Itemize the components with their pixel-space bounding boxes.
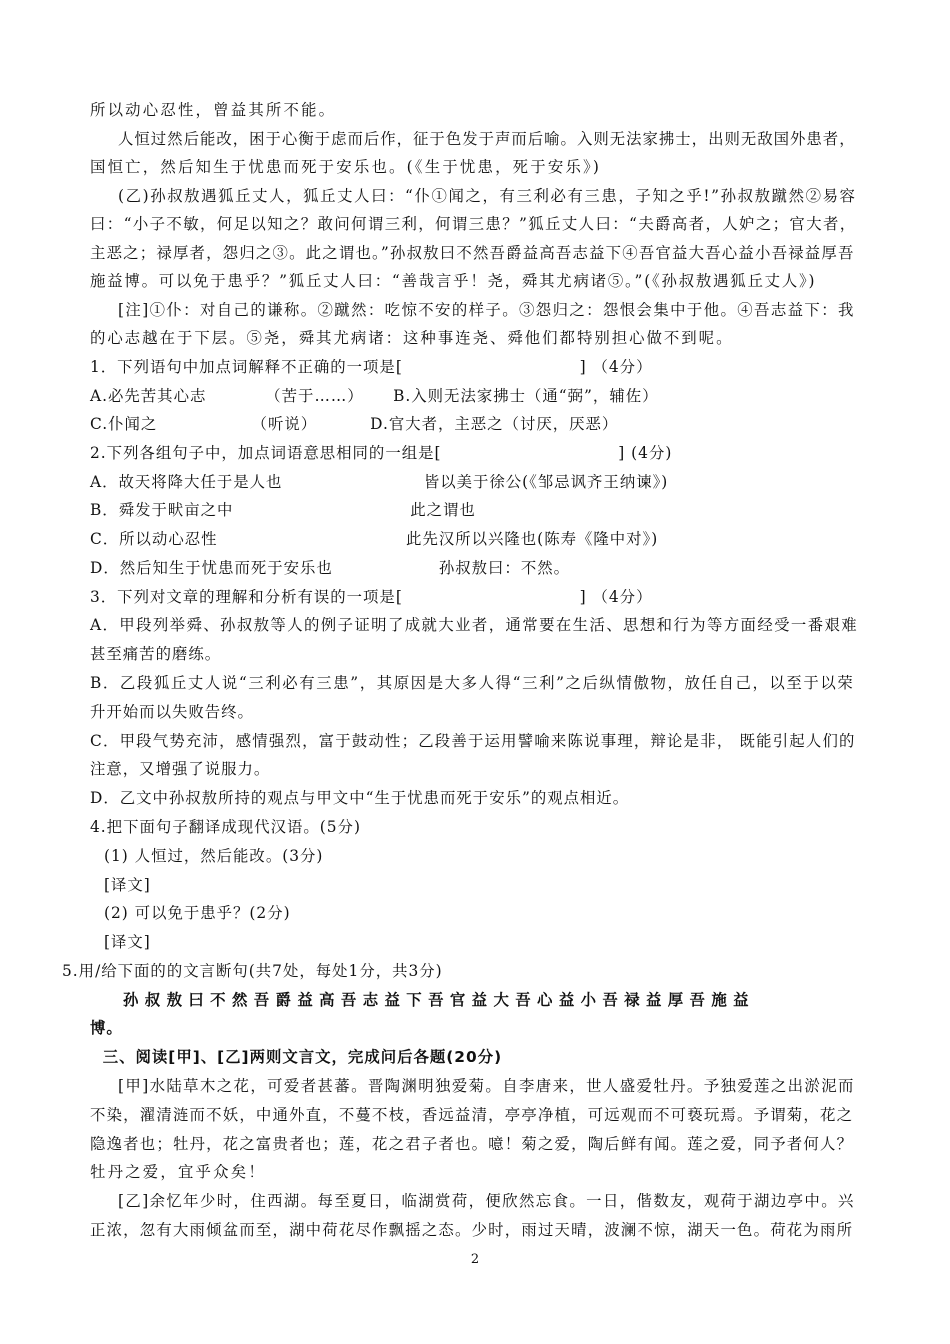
- text-line: [注]①仆：对自己的谦称。②蹴然：吃惊不安的样子。③怨归之：怨恨会集中于他。④吾志益下：我: [118, 301, 855, 319]
- text-line: (2) 可以免于患乎？(2分): [104, 904, 291, 922]
- text-line: D．乙文中孙叔敖所持的观点与甲文中“生于忧患而死于安乐”的观点相近。: [90, 789, 630, 807]
- text-line: 的心志越在于下层。⑤尧，舜其尤病诸：这种事连尧、舜他们都特别担心做不到呢。: [90, 329, 734, 347]
- text-line: B．舜发于畎亩之中 此之谓也: [90, 501, 476, 519]
- text-line: [乙]余忆年少时，住西湖。每至夏日，临湖赏荷，便欣然忘食。一日，偕数友，观荷于湖边亭中。兴: [118, 1192, 855, 1210]
- text-line: 甚至痛苦的磨练。: [90, 645, 222, 663]
- text-line: 不染，濯清涟而不妖，中通外直，不蔓不枝，香远益清，亭亭净植，可远观而不可亵玩焉。予谓菊，花之: [90, 1106, 854, 1124]
- text-line: 牡丹之爱，宜乎众矣！: [90, 1163, 266, 1181]
- text-line: [译文]: [104, 876, 151, 894]
- text-line: 1．下列语句中加点词解释不正确的一项是[ ] （4分）: [90, 358, 653, 376]
- text-line: 升开始而以失败告终。: [90, 703, 254, 721]
- text-line: 三、阅读[甲]、[乙]两则文言文，完成问后各题(20分): [90, 1048, 503, 1066]
- text-line: [译文]: [104, 933, 151, 951]
- text-line: 正浓，忽有大雨倾盆而至，湖中荷花尽作飘摇之态。少时，雨过天晴，波澜不惊，湖天一色。荷花为雨所: [90, 1221, 854, 1239]
- text-line: 孙叔敖曰不然吾爵益高吾志益下吾官益大吾心益小吾禄益厚吾施益: [123, 991, 755, 1009]
- text-line: 5.用/给下面的的文言断句(共7处，每处1分，共3分): [62, 962, 443, 980]
- text-line: 2.下列各组句子中，加点词语意思相同的一组是[ ] (4分): [90, 444, 673, 462]
- text-line: (乙)孙叔敖遇狐丘丈人，狐丘丈人曰：“仆①闻之，有三利必有三患，子知之乎!”孙叔敖蹴然②易容: [118, 187, 857, 205]
- text-line: 隐逸者也；牡丹，花之富贵者也；莲，花之君子者也。噫！菊之爱，陶后鲜有闻。莲之爱，同予者何人？: [90, 1135, 854, 1153]
- text-line: (1) 人恒过，然后能改。(3分): [104, 847, 324, 865]
- text-line: 国恒亡，然后知生于忧患而死于安乐也。(《生于忧患，死于安乐》): [90, 158, 602, 176]
- text-line: C．所以动心忍性 此先汉所以兴隆也(陈寿《隆中对》): [90, 530, 659, 548]
- text-line: 人恒过然后能改，困于心衡于虑而后作，征于色发于声而后喻。入则无法家拂士，出则无敌国外患者，: [118, 130, 856, 148]
- text-line: C．甲段气势充沛，感情强烈，富于鼓动性；乙段善于运用譬喻来陈说事理，辩论是非， 既能引起人们的: [90, 732, 856, 750]
- text-line: A．甲段列举舜、孙叔敖等人的例子证明了成就大业者，通常要在生活、思想和行为等方面经受一番艰难: [90, 616, 859, 634]
- text-line: [甲]水陆草木之花，可爱者甚蕃。晋陶渊明独爱菊。自李唐来，世人盛爱牡丹。予独爱莲之出淤泥而: [118, 1077, 855, 1095]
- text-line: A.必先苦其心志 （苦于……） B.入则无法家拂士（通“弼”，辅佐）: [90, 387, 659, 405]
- text-line: C.仆闻之 （听说） D.官大者，主恶之（讨厌，厌恶）: [90, 415, 619, 433]
- page-number: 2: [470, 1252, 480, 1267]
- text-line: 注意，又增强了说服力。: [90, 760, 271, 778]
- text-line: 施益博。可以免于患乎？”狐丘丈人曰：“善哉言乎！尧，舜其尤病诸⑤。”(《孙叔敖遇狐丘丈人》): [90, 272, 817, 290]
- text-line: B．乙段狐丘丈人说“三利必有三患”，其原因是大多人得“三利”之后纵情傲物，放任自己，以至于以荣: [90, 674, 855, 692]
- text-line: D．然后知生于忧患而死于安乐也 孙叔敖曰：不然。: [90, 559, 570, 577]
- text-line: A．故天将降大任于是人也 皆以美于徐公(《邹忌讽齐王纳谏》): [90, 473, 669, 491]
- text-line: 主恶之；禄厚者，怨归之③。此之谓也。”孙叔敖曰不然吾爵益高吾志益下④吾官益大吾心益小吾禄益厚吾: [90, 244, 855, 262]
- text-line: 4.把下面句子翻译成现代汉语。(5分): [90, 818, 361, 836]
- text-line: 曰：“小子不敏，何足以知之？敢问何谓三利，何谓三患？”狐丘丈人曰：“夫爵高者，人妒之；官大者，: [90, 215, 857, 233]
- text-line: 3．下列对文章的理解和分析有误的一项是[ ] （4分）: [90, 588, 653, 606]
- text-line: 博。: [90, 1019, 123, 1037]
- text-line: 所以动心忍性，曾益其所不能。: [90, 101, 337, 119]
